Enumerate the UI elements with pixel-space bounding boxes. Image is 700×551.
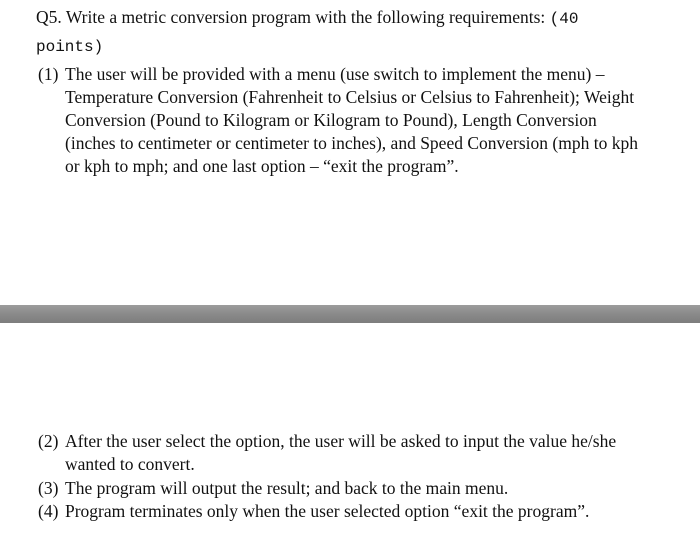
requirement-2 bbox=[38, 430, 648, 476]
requirement-number: (4) bbox=[38, 501, 59, 521]
requirement-1 bbox=[38, 63, 648, 178]
requirement-text: The program will output the result; and back to the main menu. bbox=[65, 478, 509, 498]
question-heading bbox=[36, 4, 676, 60]
question-points-close: points) bbox=[36, 38, 104, 56]
question-points-open: (40 bbox=[549, 10, 579, 28]
question-label: Q5. bbox=[36, 7, 62, 27]
requirement-3 bbox=[38, 477, 648, 500]
section-divider bbox=[0, 305, 700, 323]
question-text: Write a metric conversion program with the following requirements: bbox=[65, 7, 546, 27]
requirement-4 bbox=[38, 500, 648, 523]
requirement-text: After the user select the option, the user will be asked to input the value he/she wanted to convert. bbox=[65, 431, 617, 474]
requirement-text: Program terminates only when the user selected option “exit the program”. bbox=[65, 501, 590, 521]
requirement-number: (2) bbox=[38, 431, 59, 451]
requirement-number: (3) bbox=[38, 478, 59, 498]
requirement-number: (1) bbox=[38, 64, 59, 84]
requirement-text: The user will be provided with a menu (use switch to implement the menu) – Temperature Conversion (Fahrenheit to Celsius or Celsius to Fahrenheit); Weight Conversion (Pound to Kilogram or Kilogram to Pound), Length Conversion (inches to centimeter or centimeter to inches), and Speed Conversion (mph to kph or kph to mph; and one last option – “exit the program”. bbox=[65, 64, 638, 176]
